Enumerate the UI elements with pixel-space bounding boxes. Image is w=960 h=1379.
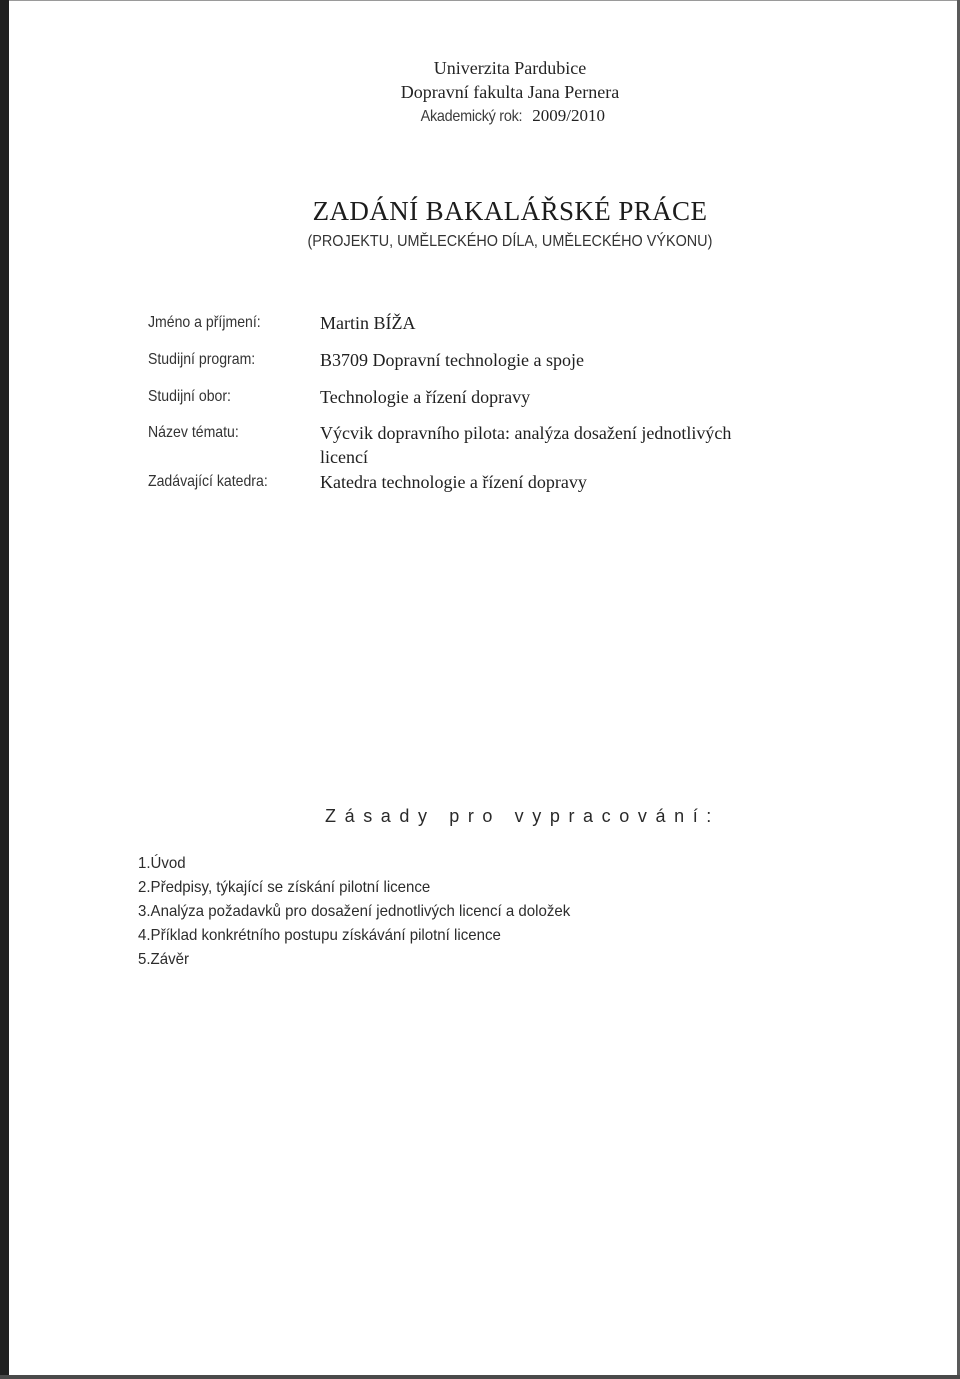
field-label: Studijní obor: <box>148 388 231 405</box>
name-label: Jméno a příjmení: <box>148 314 261 331</box>
academic-year-label: Akademický rok: <box>420 108 523 125</box>
faculty-name: Dopravní fakulta Jana Pernera <box>400 82 620 102</box>
topic-label: Název tématu: <box>148 424 239 441</box>
academic-year-line <box>0 106 960 126</box>
field-value: Technologie a řízení dopravy <box>320 387 531 407</box>
program-value: B3709 Dopravní technologie a spoje <box>320 350 584 370</box>
scan-edge-bottom <box>0 1375 960 1379</box>
principles-item: 5.Závěr <box>138 951 189 968</box>
principles-item: 1.Úvod <box>138 855 186 872</box>
topic-value-line2: licencí <box>320 447 368 467</box>
topic-value-line1: Výcvik dopravního pilota: analýza dosažení jednotlivých <box>320 423 732 443</box>
principles-item: 3.Analýza požadavků pro dosažení jednotlivých licencí a doložek <box>138 903 571 920</box>
department-value: Katedra technologie a řízení dopravy <box>320 472 587 492</box>
department-label: Zadávající katedra: <box>148 473 268 490</box>
scan-edge-top <box>0 0 960 1</box>
program-label: Studijní program: <box>148 351 256 368</box>
academic-year-value: 2009/2010 <box>532 106 606 125</box>
principles-list <box>138 852 598 972</box>
name-value: Martin BÍŽA <box>320 313 416 333</box>
document-subtitle-text: (PROJEKTU, UMĚLECKÉHO DÍLA, UMĚLECKÉHO VÝKONU) <box>307 233 713 250</box>
university-name: Univerzita Pardubice <box>433 58 587 78</box>
principles-item: 2.Předpisy, týkající se získání pilotní licence <box>138 879 431 896</box>
document-subtitle <box>0 233 960 251</box>
principles-heading: Zásady pro vypracování: <box>325 806 720 826</box>
principles-item: 4.Příklad konkrétního postupu získávání pilotní licence <box>138 927 501 944</box>
document-title: ZADÁNÍ BAKALÁŘSKÉ PRÁCE <box>312 196 708 226</box>
